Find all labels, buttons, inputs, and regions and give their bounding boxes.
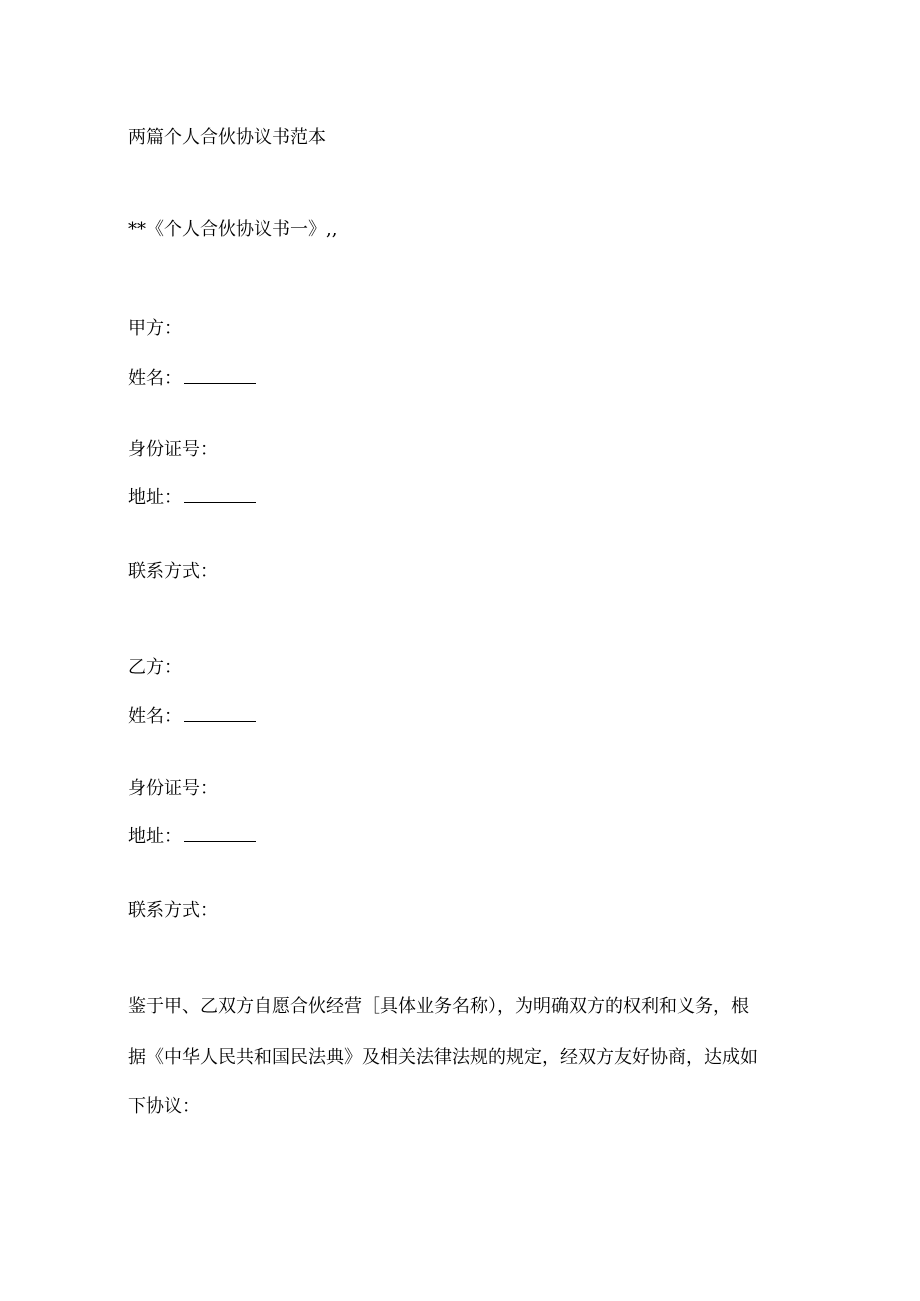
party-a-name-blank	[184, 367, 256, 384]
party-b-contact-label: 联系方式：	[128, 900, 218, 921]
party-a-address-label: 地址：	[128, 487, 182, 508]
party-b-id-label: 身份证号：	[128, 778, 218, 799]
agreement-subtitle: **《个人合伙协议书一》,,	[128, 219, 338, 240]
party-b-address-blank	[184, 825, 256, 842]
document-title: 两篇个人合伙协议书范本	[128, 127, 326, 148]
party-b-address-row	[128, 825, 256, 849]
preamble-line-1: 鉴于甲、乙双方自愿合伙经营［具体业务名称），为明确双方的权利和义务，根	[128, 996, 749, 1017]
party-a-id-label: 身份证号：	[128, 439, 218, 460]
party-b-name-row	[128, 705, 256, 729]
party-a-name-row	[128, 367, 256, 391]
party-b-name-blank	[184, 705, 256, 722]
preamble-line-2: 据《中华人民共和国民法典》及相关法律法规的规定，经双方友好协商，达成如	[128, 1047, 758, 1068]
party-a-heading: 甲方：	[128, 318, 182, 339]
party-a-address-row	[128, 486, 256, 510]
party-b-name-label: 姓名：	[128, 706, 182, 727]
preamble-line-3: 下协议：	[128, 1096, 200, 1117]
party-a-address-blank	[184, 486, 256, 503]
party-a-contact-label: 联系方式：	[128, 561, 218, 582]
party-b-address-label: 地址：	[128, 826, 182, 847]
party-a-name-label: 姓名：	[128, 368, 182, 389]
party-b-heading: 乙方：	[128, 657, 182, 678]
